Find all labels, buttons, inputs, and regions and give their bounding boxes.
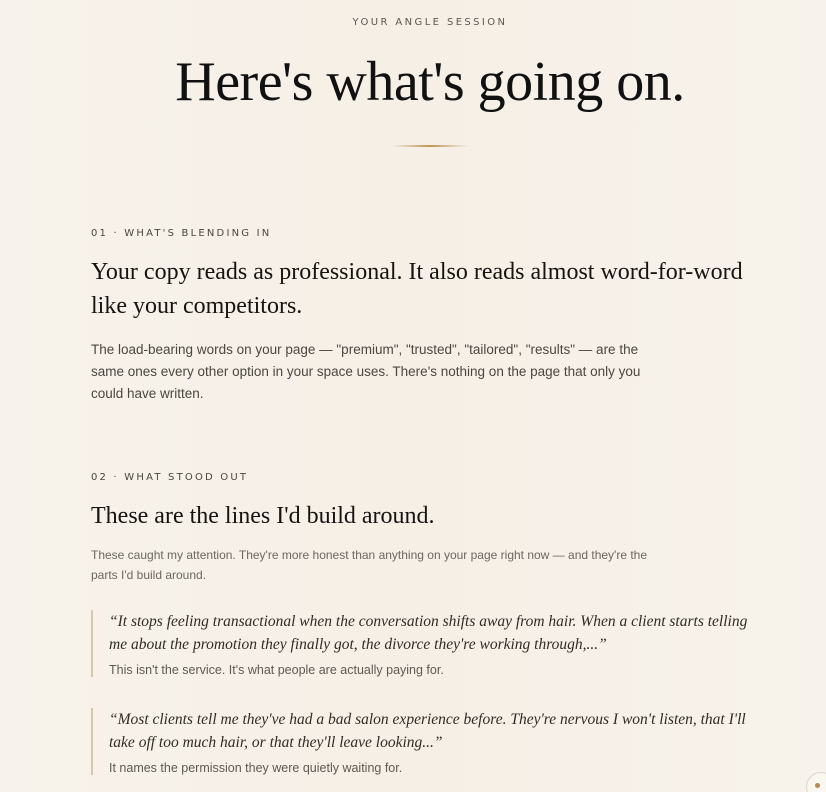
quote-card <box>91 708 761 775</box>
quote-text: “It stops feeling transactional when the conversation shifts away from hair. When a client starts telling me about the promotion they finally got, the divorce they're working through,...” <box>109 613 748 653</box>
quote-card <box>91 610 761 677</box>
title-divider <box>392 145 468 147</box>
section-body-stood-out: These caught my attention. They're more honest than anything on your page right now — and they're the parts I'd build around. <box>91 548 648 582</box>
section-body-blending-in: The load-bearing words on your page — "premium", "trusted", "tailored", "results" — are the same ones every other option in your space uses. There's nothing on the page that only you could have written. <box>91 342 641 401</box>
section-title-blending-in: Your copy reads as professional. It also reads almost word-for-word like your competitors. <box>91 259 743 319</box>
section-label-stood-out: 02 · WHAT STOOD OUT <box>91 472 249 483</box>
section-label-blending-in: 01 · WHAT'S BLENDING IN <box>91 228 272 239</box>
quote-note: This isn't the service. It's what people are actually paying for. <box>109 663 444 677</box>
floating-action-button[interactable] <box>806 772 826 792</box>
eyebrow: YOUR ANGLE SESSION <box>352 17 508 28</box>
dot-icon <box>815 783 820 788</box>
quote-note: It names the permission they were quietly waiting for. <box>109 761 403 775</box>
quote-text: “Most clients tell me they've had a bad salon experience before. They're nervous I won't listen, that I'll take off too much hair, or that they'll leave looking...” <box>109 711 746 751</box>
page-title: Here's what's going on. <box>175 51 685 113</box>
section-title-stood-out: These are the lines I'd build around. <box>91 503 435 529</box>
